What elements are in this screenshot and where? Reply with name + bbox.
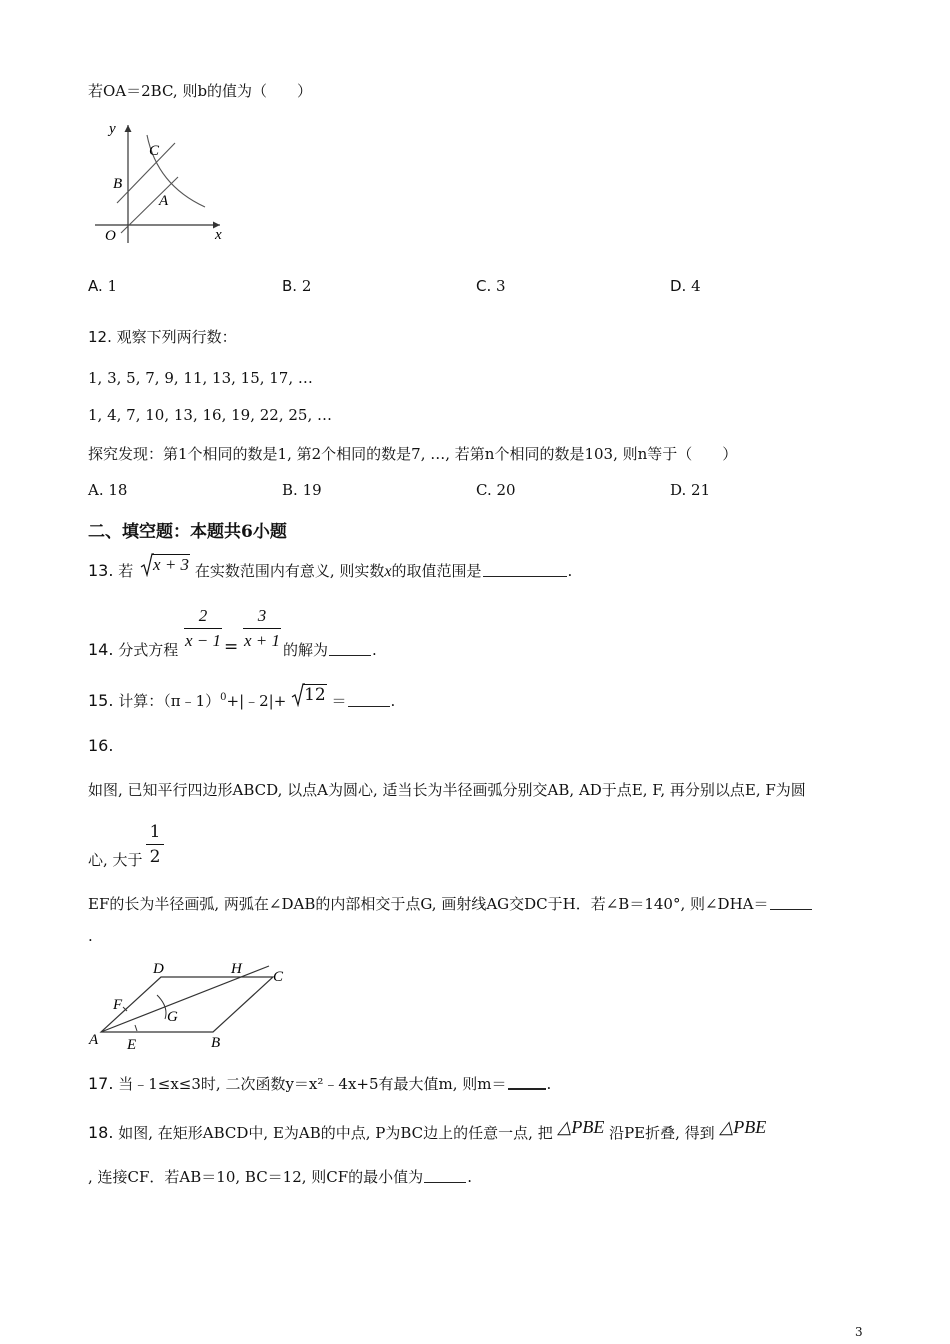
label-a: A: [159, 193, 169, 209]
q12-option-d[interactable]: D. 21: [670, 481, 711, 499]
label-x: x: [215, 227, 222, 243]
label-o: O: [105, 228, 116, 244]
q15-answer-blank[interactable]: [348, 705, 390, 707]
q14-right-fraction: 3 x + 1: [243, 606, 281, 650]
q13: 13. 若 x + 3 在实数范围内有意义, 则实数x的取值范围是 .: [88, 555, 573, 580]
label-g: G: [167, 1009, 178, 1025]
label-c: C: [273, 969, 284, 985]
q11-figure: [95, 115, 235, 247]
q15-sqrt: 12: [291, 685, 327, 705]
q17-answer-blank[interactable]: [508, 1087, 546, 1090]
q12-option-c[interactable]: C. 20: [476, 481, 516, 499]
label-c: C: [149, 143, 160, 159]
q18-triangle-1: △PBE: [557, 1117, 605, 1137]
q16-end: .: [88, 927, 93, 945]
q16-parallelogram-figure: [85, 955, 295, 1053]
q15: 15. 计算：（π﹣1）$^0$+|﹣2|+ 12 ＝ .: [88, 685, 396, 710]
label-b: B: [113, 176, 123, 192]
q16-line1: 如图, 已知平行四边形ABCD, 以点A为圆心, 适当长为半径画弧分别交AB, AD于点E, F, 再分别以点E, F为圆: [88, 781, 806, 799]
q12-option-b[interactable]: B. 19: [282, 481, 322, 499]
label-a: A: [89, 1032, 99, 1048]
q14: 14. 分式方程: [88, 640, 179, 659]
q12-option-a[interactable]: A. 18: [88, 481, 128, 499]
q18-triangle-2: △PBE: [719, 1117, 767, 1137]
q16-half-fraction: 1 2: [146, 822, 164, 867]
q18-line2: , 连接CF．若AB＝10, BC＝12, 则CF的最小值为 .: [88, 1168, 472, 1186]
q18-number: 18.: [88, 1123, 114, 1142]
q12-number: 12.: [88, 328, 112, 346]
label-f: F: [113, 997, 123, 1013]
page-number: 3: [855, 1325, 863, 1339]
q16-number: 16.: [88, 736, 114, 755]
label-y: y: [109, 121, 116, 137]
q16-line3: EF的长为半径画弧, 两弧在∠DAB的内部相交于点G, 画射线AG交DC于H．若∠B＝140°, 则∠DHA＝: [88, 893, 813, 914]
q16-line2: 心, 大于: [88, 851, 143, 869]
q14-left-fraction: 2 x − 1: [184, 606, 222, 650]
radical-sign-icon: [291, 683, 305, 707]
radical-sign-icon: [140, 553, 154, 577]
label-d: D: [153, 961, 164, 977]
label-e: E: [127, 1037, 137, 1053]
q11-option-b[interactable]: B. 2: [282, 277, 312, 295]
q12-row1: 1, 3, 5, 7, 9, 11, 13, 15, 17, …: [88, 369, 313, 387]
parallelogram-abcd: [101, 977, 273, 1032]
q15-number: 15.: [88, 691, 114, 710]
q18-answer-blank[interactable]: [424, 1181, 466, 1183]
q11-option-a[interactable]: A. 1: [88, 277, 118, 295]
q14-equals: =: [224, 637, 239, 657]
arc-g: [157, 995, 166, 1019]
q11-option-d[interactable]: D. 4: [670, 277, 701, 295]
q12-stem: 12. 观察下列两行数：: [88, 328, 237, 346]
label-b: B: [211, 1035, 221, 1051]
q12-row2: 1, 4, 7, 10, 13, 16, 19, 22, 25, …: [88, 406, 332, 424]
q11-stem: 若OA＝2BC, 则b的值为（ ）: [88, 82, 313, 100]
ray-ag: [101, 966, 269, 1032]
q13-number: 13.: [88, 561, 114, 580]
q14-answer-blank[interactable]: [329, 654, 371, 656]
q17: 17. 当﹣1≤x≤3时, 二次函数y＝x²﹣4x+5有最大值m, 则m＝ .: [88, 1074, 552, 1093]
section-title: 二、填空题：本题共6小题: [88, 522, 287, 542]
q14-number: 14.: [88, 640, 114, 659]
q12-question: 探究发现：第1个相同的数是1, 第2个相同的数是7, …, 若第n个相同的数是103, 则n等于（ ）: [88, 445, 738, 463]
q13-sqrt: x + 3: [140, 555, 190, 575]
q17-number: 17.: [88, 1074, 114, 1093]
q11-option-c[interactable]: C. 3: [476, 277, 506, 295]
q16-answer-blank[interactable]: [770, 908, 812, 910]
arc-e: [135, 1025, 137, 1031]
q13-answer-blank[interactable]: [483, 575, 567, 577]
q18-line1: 18. 如图, 在矩形ABCD中, E为AB的中点, P为BC边上的任意一点, 把 △PBE 沿PE折叠, 得到 △PBE: [88, 1117, 767, 1142]
label-h: H: [231, 961, 242, 977]
q14-tail: 的解为 .: [283, 641, 377, 659]
